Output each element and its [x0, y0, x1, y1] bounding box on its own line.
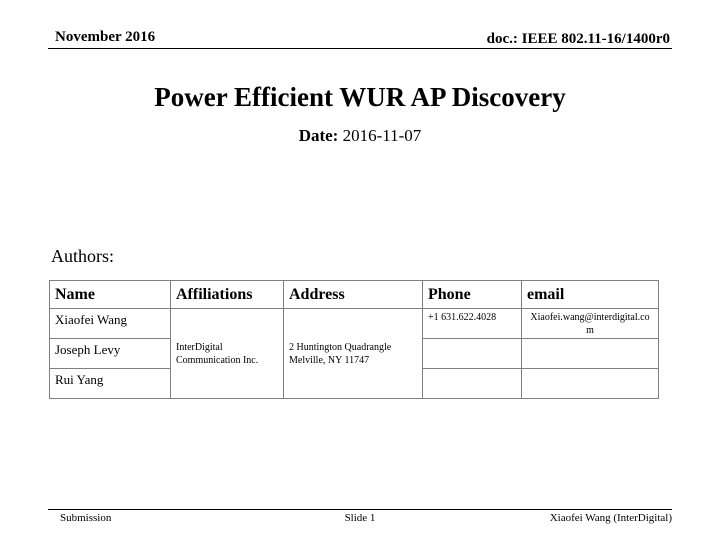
author-address: [284, 309, 423, 399]
author-name: Xiaofei Wang: [50, 309, 171, 339]
author-phone: [423, 369, 522, 399]
footer-divider: [48, 509, 672, 510]
table-row: [50, 309, 659, 339]
footer-author: Xiaofei Wang (InterDigital): [549, 512, 672, 524]
slide-title: Power Efficient WUR AP Discovery: [154, 82, 566, 112]
author-phone: +1 631.622.4028: [423, 309, 522, 339]
footer-slide-number: Slide 1: [344, 512, 376, 524]
header-date: November 2016: [55, 29, 156, 45]
header-divider: [48, 48, 672, 49]
header-email: email: [522, 281, 659, 309]
authors-label: Authors:: [51, 246, 114, 266]
authors-table: [49, 280, 659, 399]
date-line: [0, 126, 720, 146]
date-value: 2016-11-07: [338, 126, 422, 145]
header-name: Name: [50, 281, 171, 309]
header-address: Address: [284, 281, 423, 309]
date-label: Date:: [298, 126, 339, 145]
address-line-2: Melville, NY 11747: [289, 354, 370, 366]
author-email: [522, 339, 659, 369]
header-affiliations: Affiliations: [171, 281, 284, 309]
footer-submission: Submission: [60, 512, 112, 524]
author-email: [522, 369, 659, 399]
author-phone: [423, 339, 522, 369]
author-affiliation: InterDigital Communication Inc.: [171, 309, 284, 399]
address-line-1: 2 Huntington Quadrangle: [289, 341, 392, 353]
author-name: Rui Yang: [50, 369, 171, 399]
header-phone: Phone: [423, 281, 522, 309]
table-header-row: [50, 281, 659, 309]
header-doc-id: doc.: IEEE 802.11-16/1400r0: [486, 31, 670, 47]
author-name: Joseph Levy: [50, 339, 171, 369]
author-email: Xiaofei.wang@interdigital.com: [522, 309, 659, 339]
